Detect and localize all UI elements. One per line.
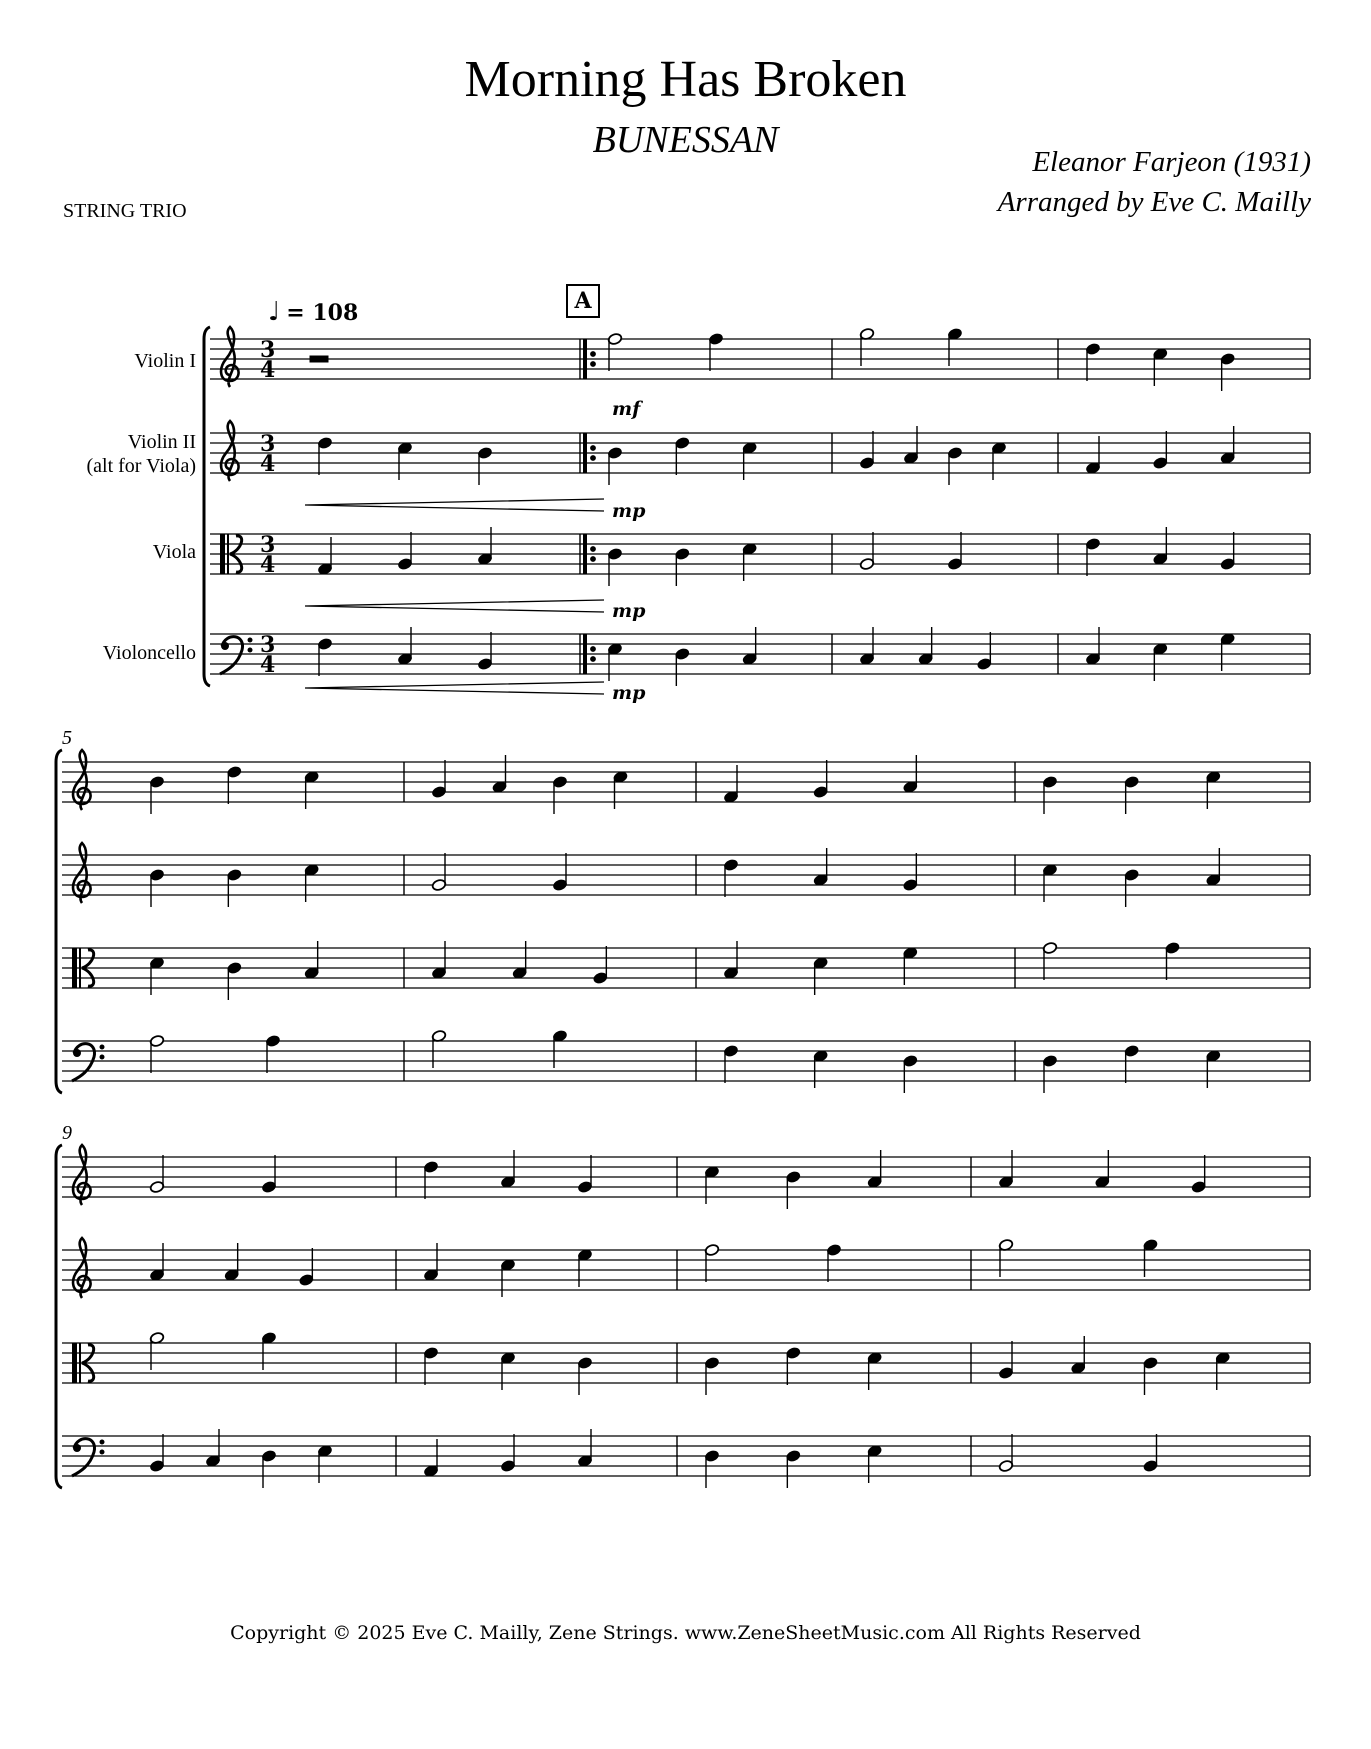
repeat-dot [591, 557, 596, 562]
bass-clef-dot-upper [100, 1045, 105, 1050]
system-bracket [56, 750, 62, 1093]
tempo-value: = 108 [286, 300, 359, 326]
bass-clef-curve [220, 637, 243, 674]
treble-clef-path [73, 843, 91, 903]
crescendo-hairpin [305, 600, 604, 612]
dynamic-violin2: mp [612, 500, 646, 522]
dynamic-violin1: mf [612, 398, 641, 420]
piece-title: Morning Has Broken [464, 51, 907, 108]
repeat-dot [591, 362, 596, 367]
treble-clef-icon [221, 421, 239, 481]
instrument-label-violin1: Violin I [134, 350, 196, 372]
repeat-dot [591, 456, 596, 461]
alto-clef-lower [230, 554, 242, 572]
time-sig-denominator: 4 [260, 357, 276, 383]
bass-clef-dot-upper [248, 638, 253, 643]
dynamic-cello: mp [612, 682, 646, 704]
time-sig-denominator: 4 [260, 652, 276, 678]
bass-clef-dot-lower [100, 1450, 105, 1455]
arranger-credit: Arranged by Eve C. Mailly [997, 186, 1311, 218]
treble-clef-icon [73, 843, 91, 903]
lyricist-credit: Eleanor Farjeon (1931) [1032, 146, 1311, 178]
measure-number-5: 5 [62, 727, 72, 749]
alto-clef-bar-thin [79, 1343, 81, 1383]
time-sig-numerator: 3 [260, 632, 276, 658]
time-sig-numerator: 3 [260, 431, 276, 457]
crescendo-hairpin [305, 682, 604, 694]
alto-clef-bar [72, 948, 77, 988]
instrument-label-cello: Violoncello [102, 642, 196, 664]
repeat-dot [591, 352, 596, 357]
alto-clef-upper [82, 950, 94, 968]
half-rest-icon [310, 356, 328, 362]
treble-clef-icon [73, 1238, 91, 1298]
ensemble-label: STRING TRIO [63, 200, 187, 222]
tune-name: BUNESSAN [592, 119, 779, 161]
repeat-dot [591, 657, 596, 662]
bass-clef-dot [73, 1444, 81, 1452]
bass-clef-dot-upper [100, 1440, 105, 1445]
treble-clef-path [73, 1145, 91, 1205]
bass-clef-icon [72, 1044, 105, 1081]
time-sig-numerator: 3 [260, 337, 276, 363]
instrument-label-viola: Viola [152, 541, 196, 563]
alto-clef-lower [82, 968, 94, 986]
repeat-dot [591, 446, 596, 451]
treble-clef-path [73, 1238, 91, 1298]
instrument-label-violin2-alt: (alt for Viola) [86, 455, 196, 477]
alto-clef-bar-thin [79, 948, 81, 988]
time-sig-denominator: 4 [260, 451, 276, 477]
crescendo-hairpin [305, 499, 604, 511]
rehearsal-mark: A [566, 284, 600, 318]
alto-clef-bar [72, 1343, 77, 1383]
treble-clef-path [221, 421, 239, 481]
bass-clef-dot-lower [248, 648, 253, 653]
bass-clef-icon [220, 637, 253, 674]
bass-clef-curve [72, 1044, 95, 1081]
alto-clef-lower [82, 1363, 94, 1381]
alto-clef-upper [82, 1345, 94, 1363]
repeat-dot [591, 647, 596, 652]
quarter-note-icon: ♩ [268, 297, 281, 327]
treble-clef-icon [73, 1145, 91, 1205]
measure-number-9: 9 [62, 1122, 72, 1144]
bass-clef-dot [221, 642, 229, 650]
treble-clef-icon [73, 750, 91, 810]
treble-clef-path [73, 750, 91, 810]
alto-clef-bar-thin [227, 534, 229, 574]
bass-clef-curve [72, 1439, 95, 1476]
treble-clef-icon [221, 327, 239, 387]
time-sig-denominator: 4 [260, 552, 276, 578]
system-bracket [56, 1145, 62, 1488]
repeat-dot [591, 547, 596, 552]
alto-clef-upper [230, 536, 242, 554]
time-sig-numerator: 3 [260, 532, 276, 558]
dynamic-viola: mp [612, 600, 646, 622]
bass-clef-dot-lower [100, 1055, 105, 1060]
instrument-label-violin2: Violin II [127, 431, 196, 453]
alto-clef-bar [220, 534, 225, 574]
system-bracket [204, 327, 210, 686]
bass-clef-icon [72, 1439, 105, 1476]
copyright-footer: Copyright © 2025 Eve C. Mailly, Zene Strings. www.ZeneSheetMusic.com All Rights Reserved [230, 1622, 1141, 1644]
bass-clef-dot [73, 1049, 81, 1057]
treble-clef-path [221, 327, 239, 387]
